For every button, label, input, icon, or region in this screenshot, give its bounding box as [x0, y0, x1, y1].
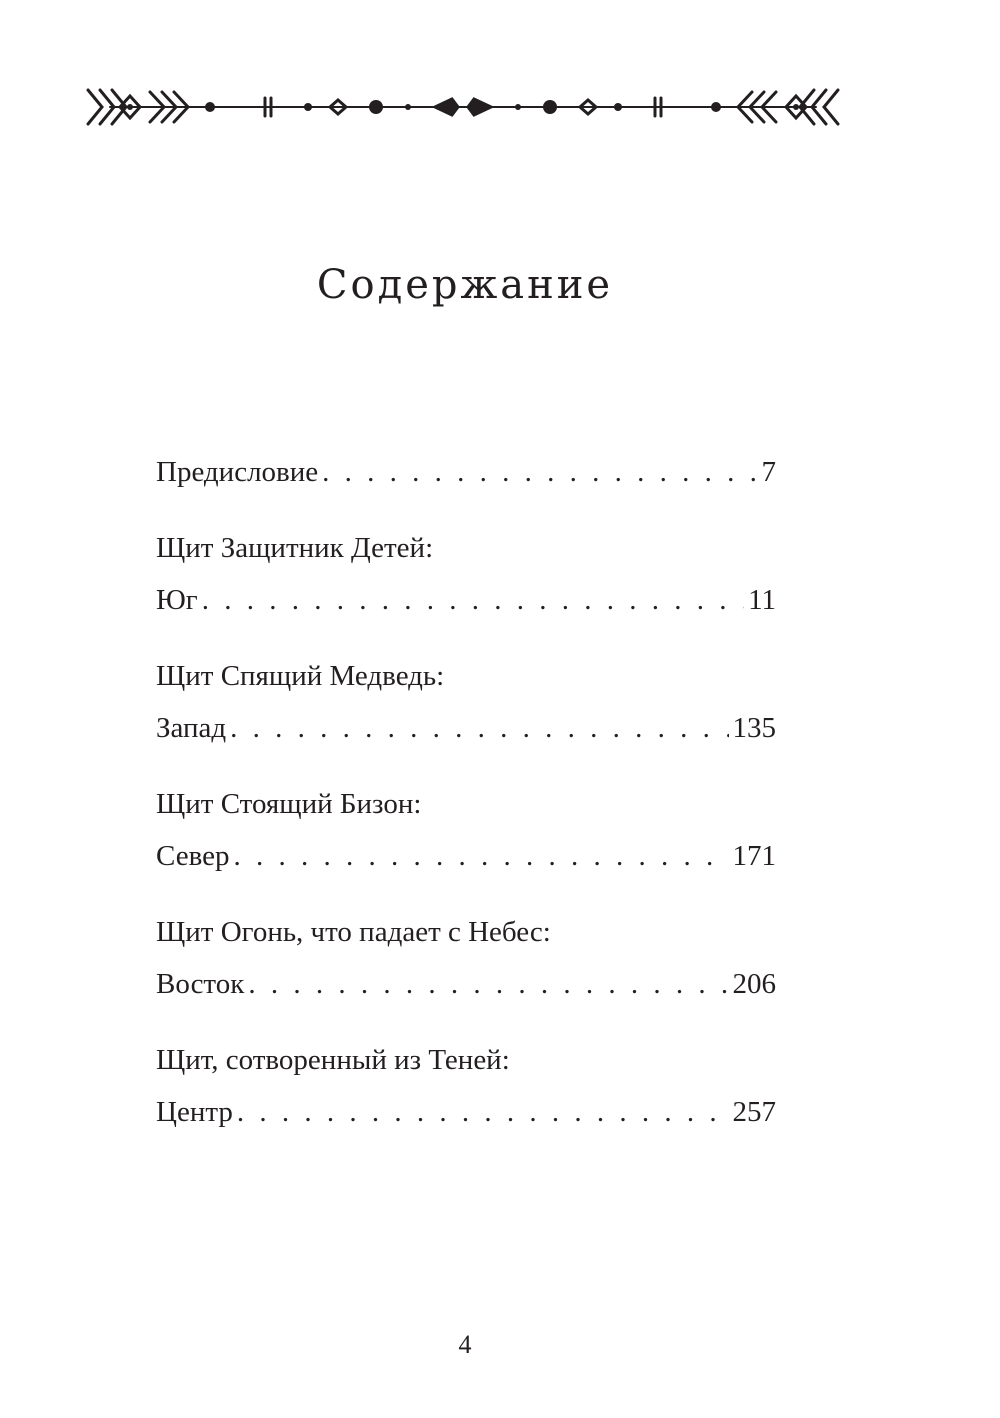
toc-label: Север [156, 840, 230, 872]
dot-leader [248, 958, 728, 1010]
toc-heading: Щит Защитник Детей: [156, 532, 434, 564]
toc-page-number: 171 [732, 840, 776, 872]
toc-page-number: 206 [732, 968, 776, 1000]
toc-label: Юг [156, 584, 198, 616]
toc-entry [156, 1034, 776, 1138]
page-number: 4 [458, 1330, 472, 1359]
toc-entry [156, 906, 776, 1010]
toc-page-number: 257 [732, 1096, 776, 1128]
toc-label: Предисловие [156, 456, 319, 488]
toc-page-number: 135 [732, 712, 776, 744]
toc-entry [156, 522, 776, 626]
toc-heading: Щит Спящий Медведь: [156, 660, 445, 692]
toc-leader-line[interactable] [156, 702, 776, 754]
toc-page-number: 7 [761, 456, 776, 488]
toc-entry [156, 778, 776, 882]
toc-leader-line[interactable] [156, 830, 776, 882]
dot-leader [237, 1086, 729, 1138]
toc-label: Восток [156, 968, 245, 1000]
toc-heading: Щит, сотворенный из Теней: [156, 1044, 510, 1076]
dot-leader [230, 702, 728, 754]
toc-label: Запад [156, 712, 227, 744]
toc-leader-line[interactable] [156, 574, 776, 626]
toc-leader-line[interactable] [156, 958, 776, 1010]
toc-heading: Щит Стоящий Бизон: [156, 788, 422, 820]
tribal-arrow-border-icon [80, 78, 846, 136]
dot-leader [202, 574, 744, 626]
toc-page-number: 11 [748, 584, 776, 616]
page-title: Содержание [316, 262, 614, 308]
toc-heading: Щит Огонь, что падает с Небес: [156, 916, 551, 948]
toc-leader-line[interactable] [156, 1086, 776, 1138]
toc-entry [156, 446, 776, 498]
table-of-contents [156, 446, 776, 1138]
toc-leader-line[interactable] [156, 446, 776, 498]
toc-entry [156, 650, 776, 754]
toc-label: Центр [156, 1096, 233, 1128]
dot-leader [233, 830, 728, 882]
dot-leader [322, 446, 757, 498]
